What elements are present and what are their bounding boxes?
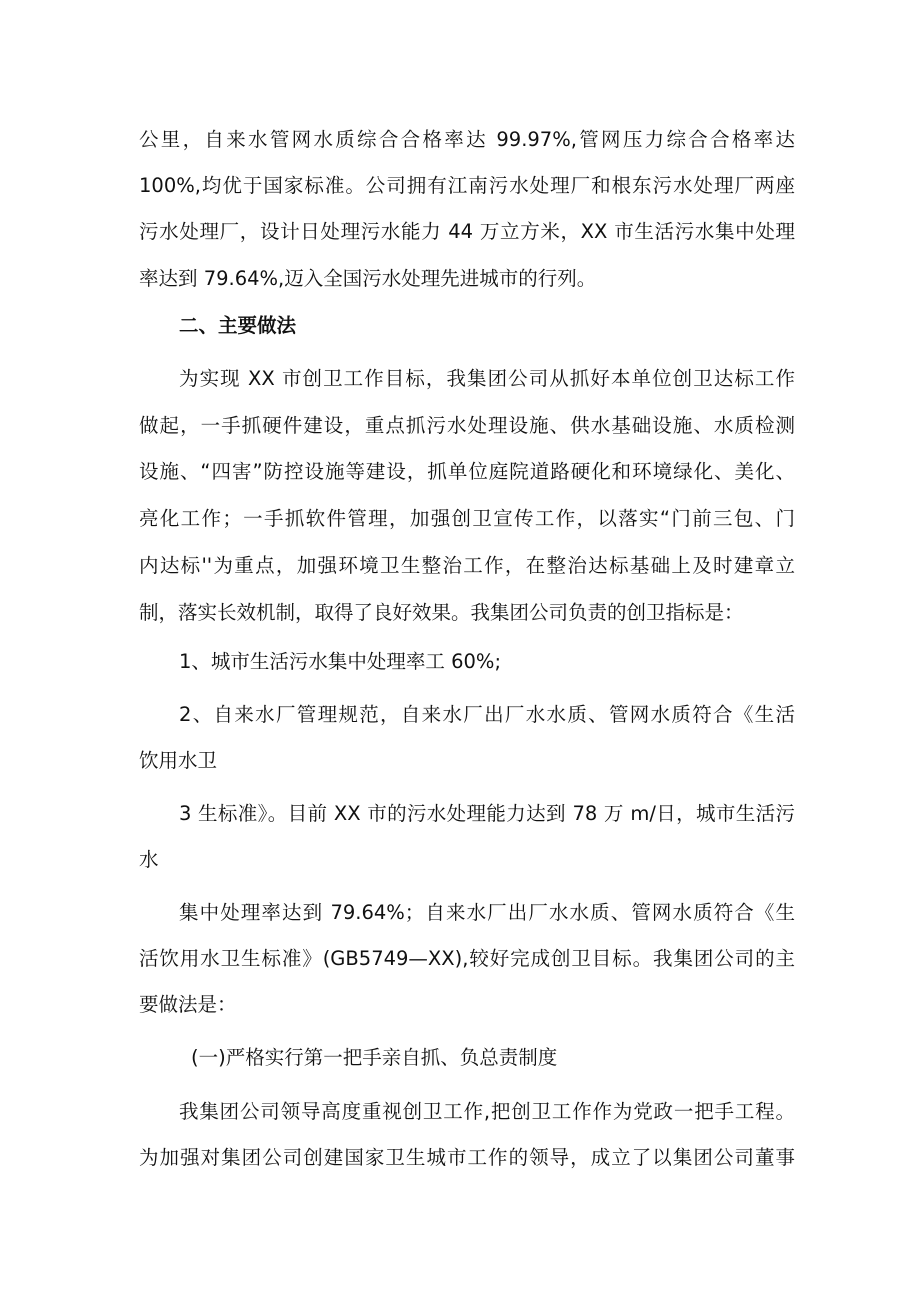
paragraph-line: 我集团公司领导高度重视创卫工作,把创卫工作作为党政一把手工程。	[179, 1100, 795, 1123]
subsection-heading: (一)严格实行第一把手亲自抓、负总责制度	[191, 1046, 558, 1069]
paragraph-line: 内达标''为重点，加强环境卫生整治工作，在整治达标基础上及时建章立	[139, 554, 795, 577]
list-item: 2、自来水厂管理规范，自来水厂出厂水水质、管网水质符合《生活	[179, 703, 795, 726]
paragraph-line: 制，落实长效机制，取得了良好效果。我集团公司负责的创卫指标是：	[139, 601, 744, 624]
paragraph-line: 污水处理厂，设计日处理污水能力 44 万立方米，XX 市生活污水集中处理	[139, 220, 795, 243]
paragraph-line: 活饮用水卫生标准》(GB5749—XX),较好完成创卫目标。我集团公司的主	[139, 947, 795, 970]
paragraph-line: 为加强对集团公司创建国家卫生城市工作的领导，成立了以集团公司董事	[139, 1146, 795, 1169]
paragraph-line: 率达到 79.64%,迈入全国污水处理先进城市的行列。	[139, 267, 597, 290]
paragraph-line: 亮化工作；一手抓软件管理，加强创卫宣传工作，以落实“门前三包、门	[139, 507, 795, 530]
section-heading: 二、主要做法	[179, 314, 297, 337]
paragraph-line: 饮用水卫	[139, 749, 218, 772]
paragraph-line: 做起，一手抓硬件建设，重点抓污水处理设施、供水基础设施、水质检测	[139, 414, 795, 437]
paragraph-line: 为实现 XX 市创卫工作目标，我集团公司从抓好本单位创卫达标工作	[179, 367, 795, 390]
paragraph-line: 3 生标准》。目前 XX 市的污水处理能力达到 78 万 m/日，城市生活污	[179, 802, 795, 825]
paragraph-line: 集中处理率达到 79.64%；自来水厂出厂水水质、管网水质符合《生	[179, 901, 795, 924]
list-item: 1、城市生活污水集中处理率工 60%;	[179, 650, 502, 673]
paragraph-line: 要做法是：	[139, 993, 237, 1016]
paragraph-line: 100%,均优于国家标准。公司拥有江南污水处理厂和根东污水处理厂两座	[139, 174, 795, 197]
paragraph-line: 设施、“四害”防控设施等建设，抓单位庭院道路硬化和环境绿化、美化、	[139, 460, 795, 483]
paragraph-line: 公里，自来水管网水质综合合格率达 99.97%,管网压力综合合格率达	[139, 128, 795, 151]
paragraph-line: 水	[139, 848, 159, 871]
